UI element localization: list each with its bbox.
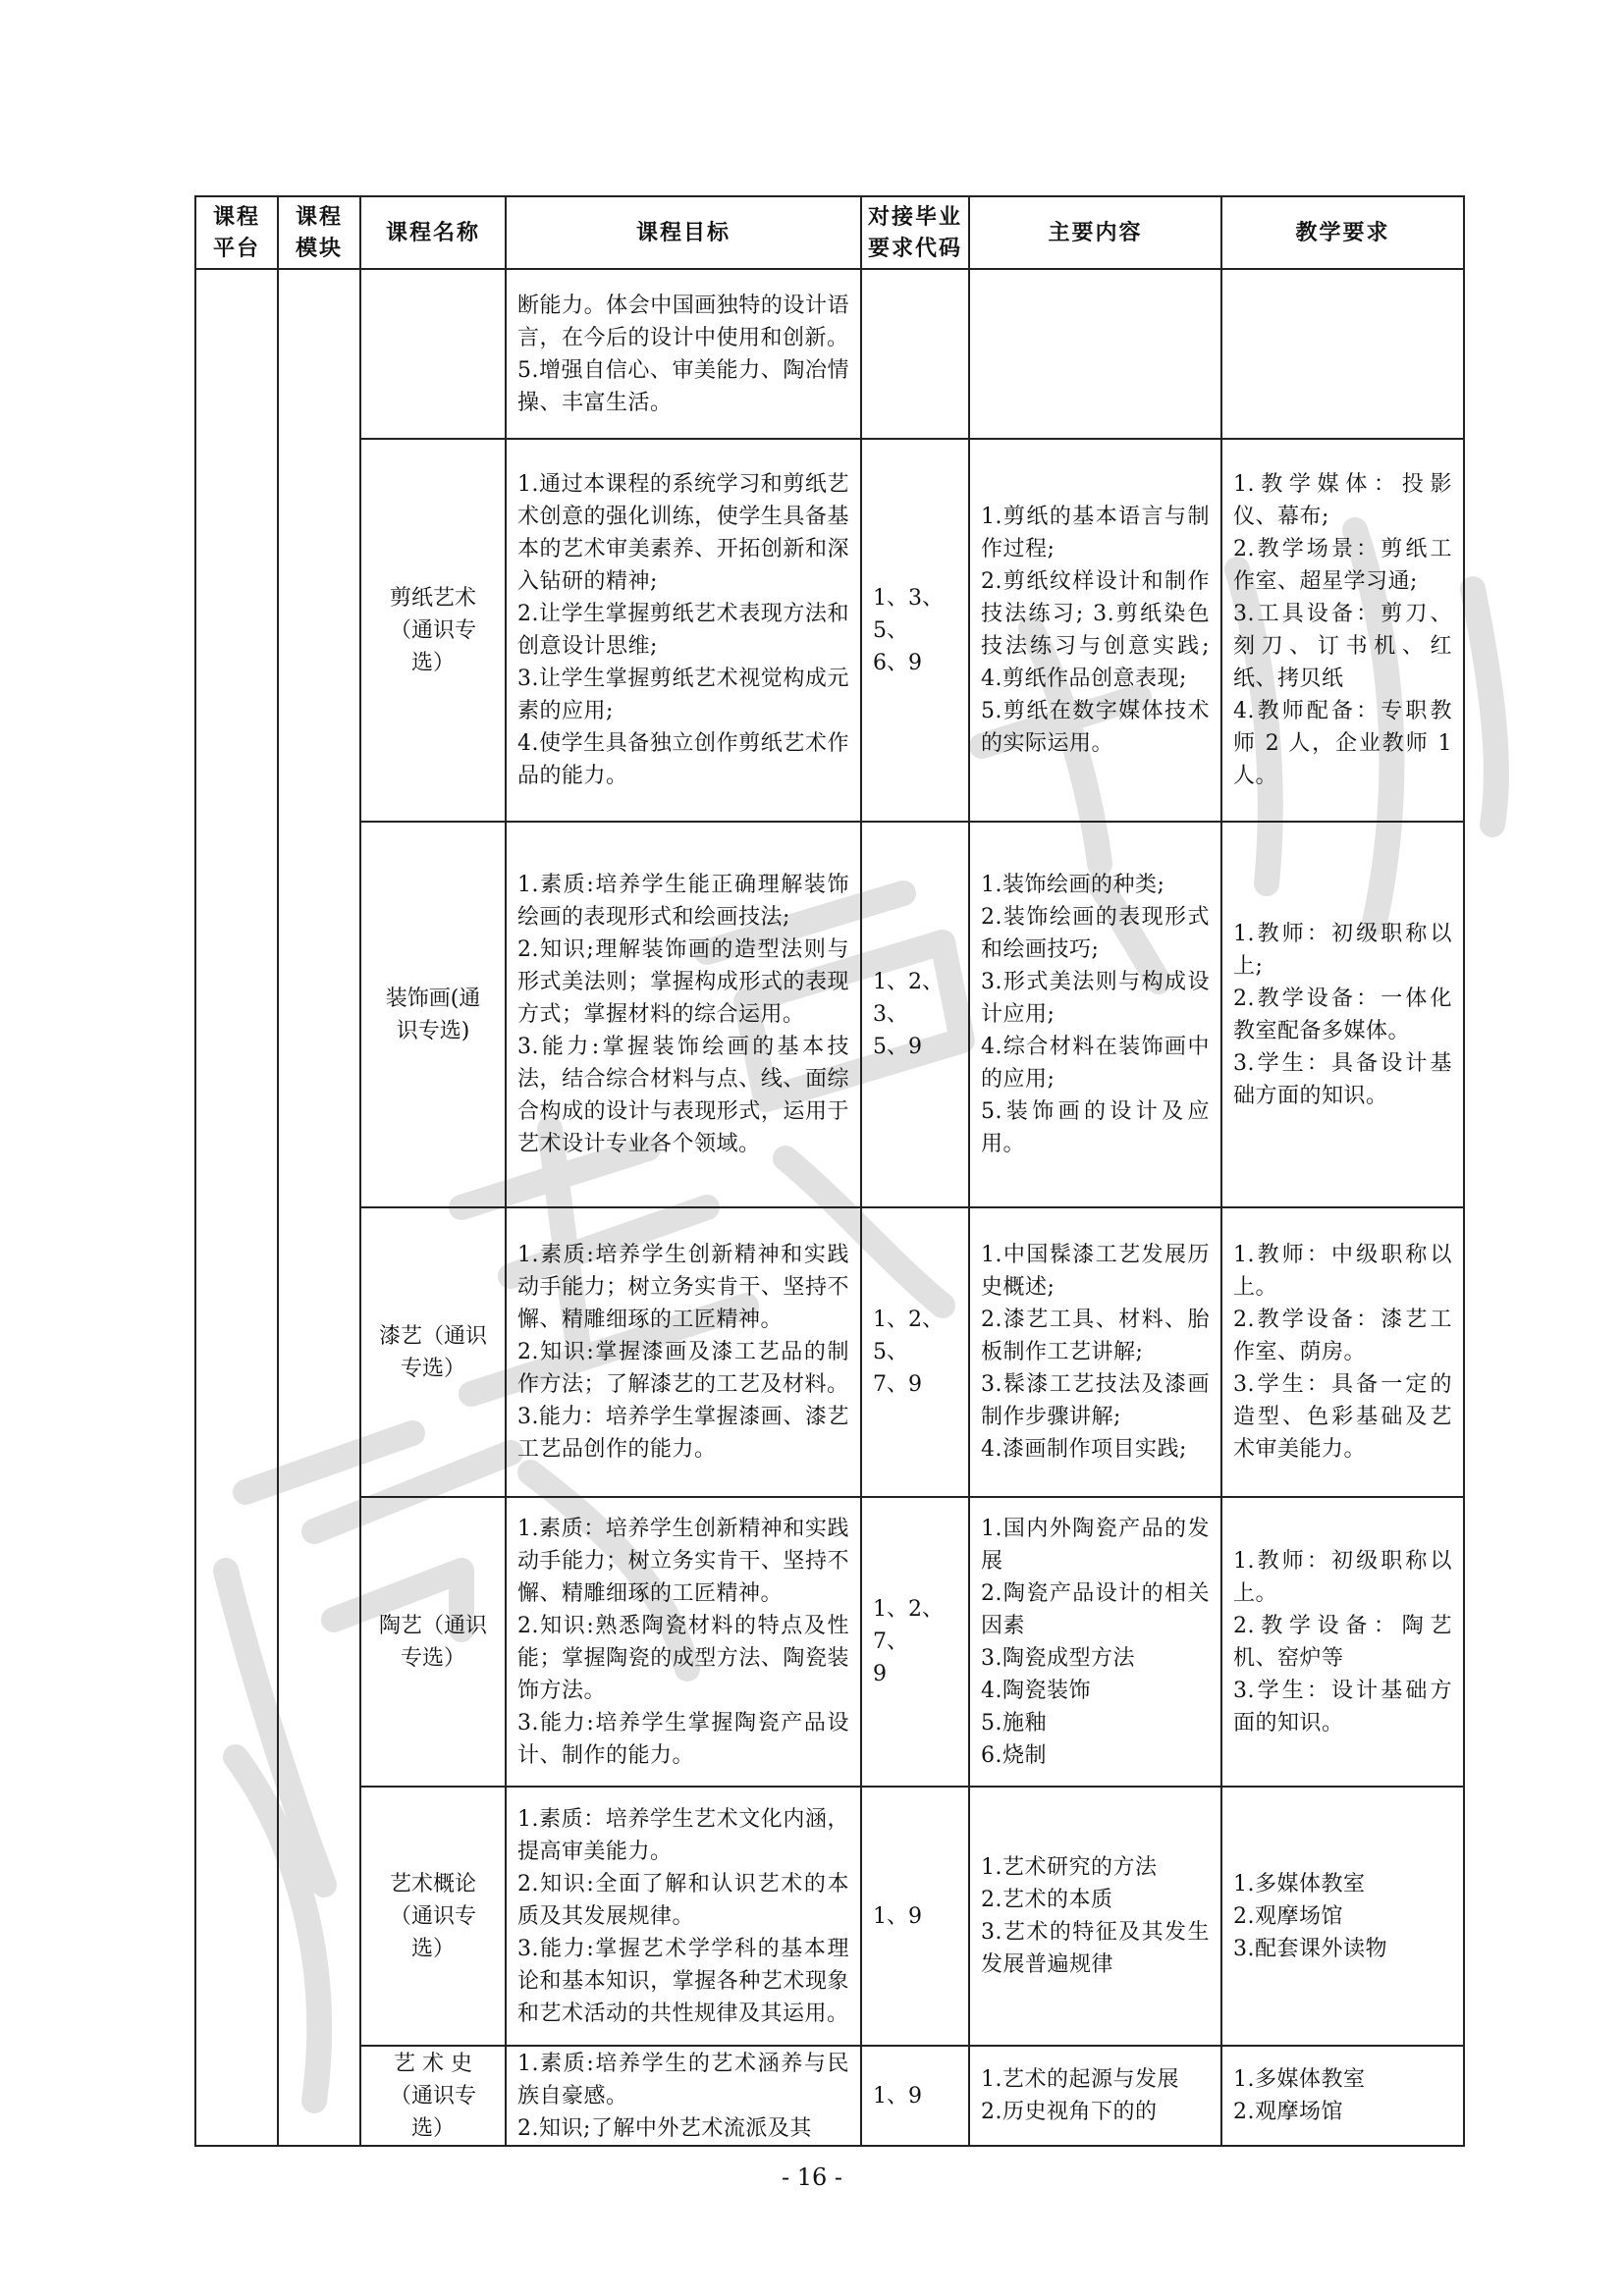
header-teaching-requirement: 教学要求 <box>1221 196 1464 269</box>
platform-cell <box>195 269 278 2146</box>
teaching-requirement: 1.教师：初级职称以上。 2.教学设备：陶艺机、窑炉等 3.学生：设计基础方面的知识。 <box>1221 1497 1464 1787</box>
header-course-goal: 课程目标 <box>506 196 861 269</box>
requirement-code: 1、2、3、 5、9 <box>861 822 969 1207</box>
main-content: 1.装饰绘画的种类; 2.装饰绘画的表现形式和绘画技巧; 3.形式美法则与构成设计应用; 4.综合材料在装饰画中的应用; 5.装饰画的设计及应用。 <box>969 822 1221 1207</box>
main-content: 1.剪纸的基本语言与制作过程; 2.剪纸纹样设计和制作技法练习; 3.剪纸染色技法练习与创意实践; 4.剪纸作品创意表现; 5.剪纸在数字媒体技术的实际运用。 <box>969 439 1221 822</box>
module-cell <box>278 269 360 2146</box>
course-name <box>360 269 506 439</box>
course-goal: 1.素质：培养学生创新精神和实践动手能力；树立务实肯干、坚持不懈、精雕细琢的工匠精神。 2.知识:熟悉陶瓷材料的特点及性能；掌握陶瓷的成型方法、陶瓷装饰方法。 3.能力:培养学生掌握陶瓷产品设计、制作的能力。 <box>506 1497 861 1787</box>
main-content: 1.中国髹漆工艺发展历史概述; 2.漆艺工具、材料、胎板制作工艺讲解; 3.髹漆工艺技法及漆画制作步骤讲解; 4.漆画制作项目实践; <box>969 1207 1221 1497</box>
requirement-code: 1、9 <box>861 1787 969 2046</box>
course-name: 剪纸艺术 （通识专 选） <box>360 439 506 822</box>
header-module: 课程 模块 <box>278 196 360 269</box>
course-goal: 断能力。体会中国画独特的设计语言，在今后的设计中使用和创新。 5.增强自信心、审美能力、陶冶情操、丰富生活。 <box>506 269 861 439</box>
header-platform: 课程 平台 <box>195 196 278 269</box>
table-row <box>195 439 1464 822</box>
table-row <box>195 269 1464 439</box>
course-goal: 1.素质:培养学生创新精神和实践动手能力；树立务实肯干、坚持不懈、精雕细琢的工匠精神。 2.知识:掌握漆画及漆工艺品的制作方法；了解漆艺的工艺及材料。 3.能力：培养学生掌握漆画、漆艺工艺品创作的能力。 <box>506 1207 861 1497</box>
course-name: 装饰画(通 识专选) <box>360 822 506 1207</box>
header-requirement-code: 对接毕业 要求代码 <box>861 196 969 269</box>
teaching-requirement <box>1221 269 1464 439</box>
table-row <box>195 1207 1464 1497</box>
main-content: 1.艺术的起源与发展 2.历史视角下的的 <box>969 2046 1221 2146</box>
requirement-code: 1、9 <box>861 2046 969 2146</box>
page-number: - 16 - <box>781 2163 842 2191</box>
main-content <box>969 269 1221 439</box>
teaching-requirement: 1.教师：初级职称以上; 2.教学设备：一体化教室配备多媒体。 3.学生：具备设计基础方面的知识。 <box>1221 822 1464 1207</box>
table-row <box>195 2046 1464 2146</box>
course-goal: 1.素质:培养学生的艺术涵养与民族自豪感。 2.知识;了解中外艺术流派及其 <box>506 2046 861 2146</box>
table-row <box>195 822 1464 1207</box>
main-content: 1.艺术研究的方法 2.艺术的本质 3.艺术的特征及其发生发展普遍规律 <box>969 1787 1221 2046</box>
requirement-code: 1、2、7、 9 <box>861 1497 969 1787</box>
teaching-requirement: 1.教师：中级职称以上。 2.教学设备：漆艺工作室、荫房。 3.学生：具备一定的造型、色彩基础及艺术审美能力。 <box>1221 1207 1464 1497</box>
table-header-row <box>195 196 1464 269</box>
course-name: 陶艺（通识 专选） <box>360 1497 506 1787</box>
course-name: 艺 术 史 （通识专 选） <box>360 2046 506 2146</box>
header-course-name: 课程名称 <box>360 196 506 269</box>
course-table <box>194 195 1465 2147</box>
table-row <box>195 1497 1464 1787</box>
course-name: 艺术概论 （通识专 选） <box>360 1787 506 2046</box>
header-main-content: 主要内容 <box>969 196 1221 269</box>
course-name: 漆艺（通识 专选） <box>360 1207 506 1497</box>
course-goal: 1.素质：培养学生艺术文化内涵，提高审美能力。 2.知识:全面了解和认识艺术的本质及其发展规律。 3.能力:掌握艺术学学科的基本理论和基本知识，掌握各种艺术现象和艺术活动的共性规律及其运用。 <box>506 1787 861 2046</box>
course-goal: 1.素质:培养学生能正确理解装饰绘画的表现形式和绘画技法; 2.知识;理解装饰画的造型法则与形式美法则；掌握构成形式的表现方式；掌握材料的综合运用。 3.能力:掌握装饰绘画的基本技法，结合综合材料与点、线、面综合构成的设计与表现形式，运用于艺术设计专业各个领域。 <box>506 822 861 1207</box>
main-content: 1.国内外陶瓷产品的发展 2.陶瓷产品设计的相关因素 3.陶瓷成型方法 4.陶瓷装饰 5.施釉 6.烧制 <box>969 1497 1221 1787</box>
requirement-code: 1、3、5、 6、9 <box>861 439 969 822</box>
teaching-requirement: 1.多媒体教室 2.观摩场馆 <box>1221 2046 1464 2146</box>
teaching-requirement: 1.教学媒体：投影仪、幕布; 2.教学场景：剪纸工作室、超星学习通; 3.工具设备：剪刀、刻刀、订书机、红纸、拷贝纸 4.教师配备：专职教师 2 人，企业教师 1 人。 <box>1221 439 1464 822</box>
course-goal: 1.通过本课程的系统学习和剪纸艺术创意的强化训练，使学生具备基本的艺术审美素养、开拓创新和深入钻研的精神; 2.让学生掌握剪纸艺术表现方法和创意设计思维; 3.让学生掌握剪纸艺术视觉构成元素的应用; 4.使学生具备独立创作剪纸艺术作品的能力。 <box>506 439 861 822</box>
requirement-code <box>861 269 969 439</box>
table-row <box>195 1787 1464 2046</box>
requirement-code: 1、2、5、 7、9 <box>861 1207 969 1497</box>
teaching-requirement: 1.多媒体教室 2.观摩场馆 3.配套课外读物 <box>1221 1787 1464 2046</box>
